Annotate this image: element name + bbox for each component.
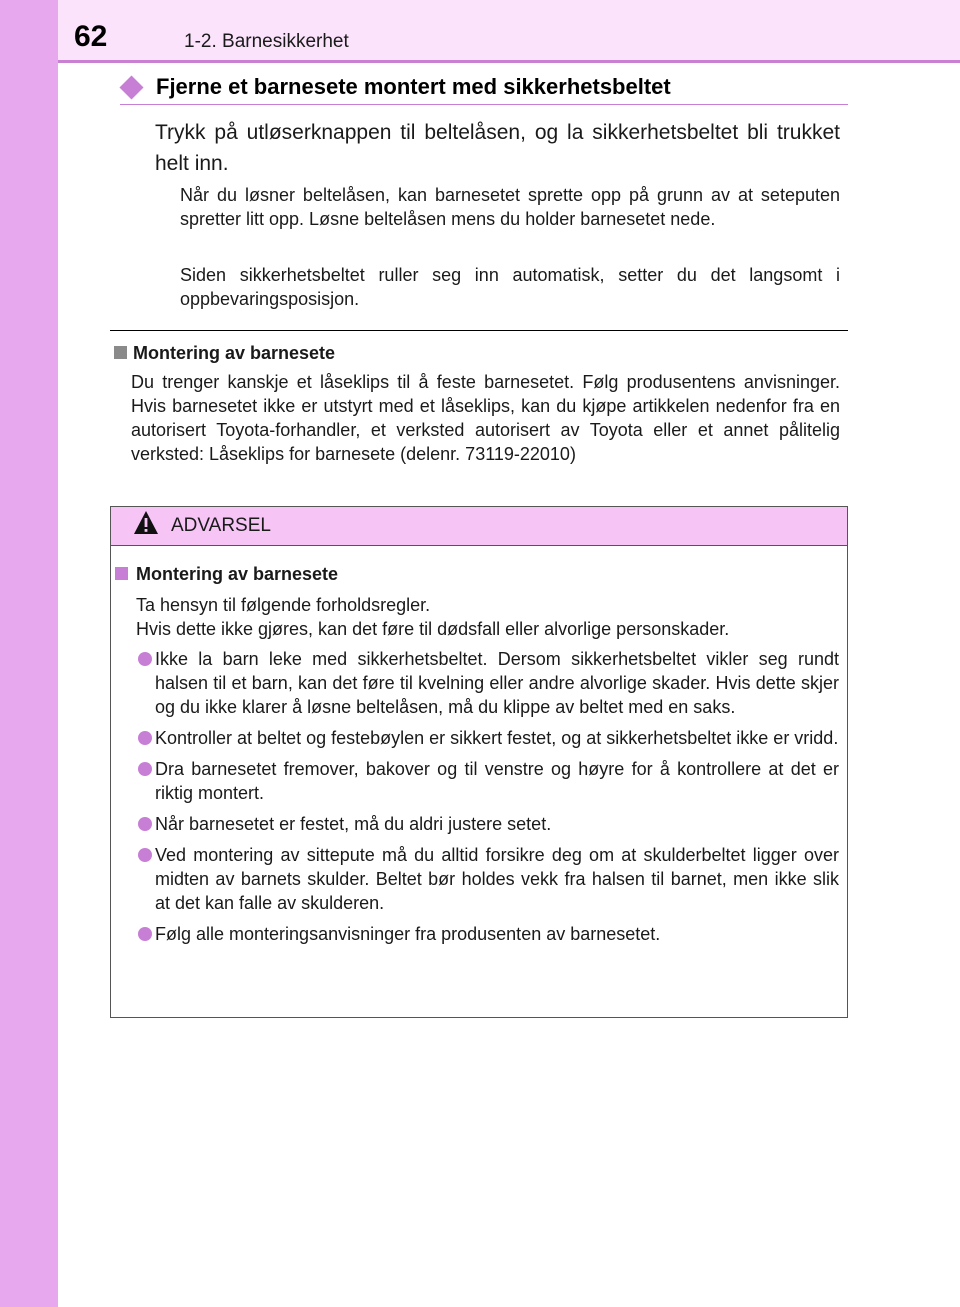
mounting-title: Montering av barnesete bbox=[133, 343, 336, 363]
section-divider bbox=[110, 330, 848, 331]
bullet-dot-icon bbox=[138, 927, 152, 941]
header-rule bbox=[58, 60, 960, 63]
bullet-dot-icon bbox=[138, 652, 152, 666]
subsection-title: Fjerne et barnesete montert med sikkerhetsbeltet bbox=[156, 74, 671, 99]
warning-item: Når barnesetet er festet, må du aldri justere setet. bbox=[111, 812, 847, 836]
bullet-dot-icon bbox=[138, 762, 152, 776]
warning-item: Kontroller at beltet og festebøylen er sikkert festet, og at sikkerhetsbeltet ikke er vridd. bbox=[111, 726, 847, 750]
warning-header bbox=[111, 507, 847, 546]
page-number: 62 bbox=[74, 20, 108, 53]
warning-box bbox=[110, 506, 848, 1018]
diamond-icon bbox=[119, 75, 143, 99]
warning-list bbox=[111, 647, 847, 953]
warning-item: Dra barnesetet fremover, bakover og til venstre og høyre for å kontrollere at det er riktig montert. bbox=[111, 757, 847, 805]
mounting-body: Du trenger kanskje et låseklips til å feste barnesetet. Følg produsentens anvisninger. Hvis barnesetet ikke er utstyrt med et låseklips, kan du kjøpe artikkelen nedenfor fra en autorisert Toyota-forhandler, et verksted autorisert av Toyota eller et annet pålitelig verksted: Låseklips for barnesete (delenr. 73119-22010) bbox=[131, 372, 840, 464]
note-1: Når du løsner beltelåsen, kan barnesetet sprette opp på grunn av at seteputen spretter litt opp. Løsne beltelåsen mens du holder barnesetet nede. bbox=[180, 185, 840, 229]
square-bullet-icon bbox=[115, 567, 128, 580]
note-2: Siden sikkerhetsbeltet ruller seg inn automatisk, setter du det langsomt i oppbevaringsposisjon. bbox=[180, 265, 840, 309]
step-text: Trykk på utløserknappen til beltelåsen, og la sikkerhetsbeltet bli trukket helt inn. bbox=[155, 121, 840, 175]
bullet-dot-icon bbox=[138, 848, 152, 862]
mounting-heading bbox=[114, 343, 335, 364]
warning-item: Ikke la barn leke med sikkerhetsbeltet. Dersom sikkerhetsbeltet vikler seg rundt halsen til et barn, kan det føre til kvelning eller andre alvorlige skader. Hvis dette skjer og du ikke klarer å løsne beltelåsen, må du klippe av beltet med en saks. bbox=[111, 647, 847, 719]
warning-intro bbox=[136, 593, 836, 641]
warning-label: ADVARSEL bbox=[171, 515, 271, 536]
square-bullet-icon bbox=[114, 346, 127, 359]
warning-item: Følg alle monteringsanvisninger fra produsenten av barnesetet. bbox=[111, 922, 847, 946]
warning-intro-1: Ta hensyn til følgende forholdsregler. bbox=[136, 595, 431, 615]
warning-heading bbox=[115, 564, 338, 585]
warning-title: Montering av barnesete bbox=[136, 564, 339, 584]
warning-intro-2: Hvis dette ikke gjøres, kan det føre til dødsfall eller alvorlige personskader. bbox=[136, 619, 730, 639]
bullet-dot-icon bbox=[138, 731, 152, 745]
page-sidebar bbox=[0, 0, 58, 1307]
bullet-dot-icon bbox=[138, 817, 152, 831]
warning-item: Ved montering av sittepute må du alltid forsikre deg om at skulderbeltet ligger over midten av barnets skulder. Beltet bør holdes vekk fra halsen til barnet, men ikke slik at det kan falle av skulderen. bbox=[111, 843, 847, 915]
subsection-rule bbox=[120, 104, 848, 105]
warning-triangle-icon bbox=[133, 510, 159, 536]
section-title: 1-2. Barnesikkerhet bbox=[184, 31, 349, 52]
